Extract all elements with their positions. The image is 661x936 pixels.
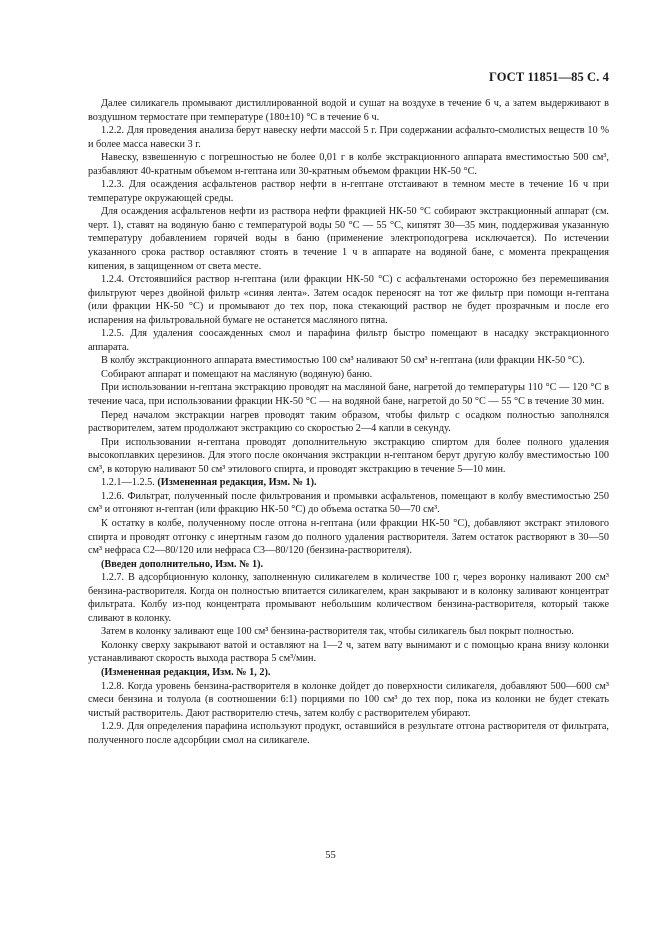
document-header: ГОСТ 11851—85 С. 4 [488, 70, 609, 84]
paragraph: В колбу экстракционного аппарата вместимостью 100 см³ наливают 50 см³ н-гептана (или фракции НК-50 °С). [101, 355, 585, 367]
amendment-note: (Измененная редакция, Изм. № 1, 2). [101, 666, 271, 678]
paragraph: 1.2.3. Для осаждения асфальтенов раствор нефти в н-гептане отстаивают в темном месте в течение 16 ч при температуре окружающей среды. [88, 179, 609, 204]
paragraph: Собирают аппарат и помещают на масляную (водяную) баню. [101, 368, 373, 380]
paragraph: 1.2.9. Для определения парафина используют продукт, оставшийся в результате отгона растворителя от фильтрата, полученного после адсорбции смол на силикагеле. [88, 721, 609, 746]
paragraph: 1.2.5. Для удаления соосажденных смол и парафина фильтр быстро помещают в насадку экстракционного аппарата. [88, 328, 609, 353]
paragraph: 1.2.2. Для проведения анализа берут навеску нефти массой 5 г. При содержании асфальто-смолистых веществ 10 % и более масса навески 3 г. [88, 125, 609, 150]
paragraph: Перед началом экстракции нагрев проводят таким образом, чтобы фильтр с осадком полностью заполнялся растворителем, затем продолжают экстракцию со скоростью 2—4 капли в секунду. [88, 409, 609, 435]
paragraph: Навеску, взвешенную с погрешностью не более 0,01 г в колбе экстракционного аппарата вместимостью 500 см³, разбавляют 40-кратным объемом н-гептана или 30-кратным объемом фракции НК-50 °С. [88, 152, 609, 177]
paragraph: При использовании н-гептана проводят дополнительную экстракцию спиртом для более полного удаления высокоплавких церезинов. Для этого после окончания экстракции н-гептаном берут другую колбу вместимостью 100 см³, в которую наливают 50 см³ этилового спирта, и проводят экстракцию в течение 5—10 мин. [88, 436, 609, 475]
amendment-note: (Введен дополнительно, Изм. № 1). [101, 558, 264, 570]
paragraph: 1.2.4. Отстоявшийся раствор н-гептана (или фракции НК-50 °С) с асфальтенами осторожно без перемешивания фильтруют через двойной фильтр «синяя лента». Затем осадок переносят на тот же фильтр при помощи н-гептана (или фракции НК-50 °С) и промывают до тех пор, пока стекающий раствор не будет прозрачным и после его испарения на фильтровальной бумаге не останется масляного пятна. [88, 274, 609, 326]
paragraph: Для осаждения асфальтенов нефти из раствора нефти фракцией НК-50 °С собирают экстракционный аппарат (см. черт. 1), ставят на водяную баню с температурой воды 50 °С — 55 °С, кипятят 30—35 мин, поддерживая указанную температуру добавлением горячей воды в баню (применение электроподогрева исключается). По истечении указанного срока раствор оставляют стоять в течение 1 ч в аппарате на водяной бане, с момента прекращения кипения, в защищенном от света месте. [88, 206, 609, 272]
paragraph: Далее силикагель промывают дистиллированной водой и сушат на воздухе в течение 6 ч, а затем выдерживают в воздушном термостате при температуре (180±10) °С в течение 6 ч. [88, 98, 609, 123]
paragraph: Колонку сверху закрывают ватой и оставляют на 1—2 ч, затем вату вынимают и с помощью крана внизу колонки устанавливают скорость выхода раствора 5 см³/мин. [88, 639, 609, 665]
paragraph: 1.2.7. В адсорбционную колонку, заполненную силикагелем в количестве 100 г, через воронку наливают 200 см³ бензина-растворителя. Когда он полностью впитается силикагелем, кран закрывают и в колонку заливают концентрат фильтрата. Колбу из-под концентрата промывают небольшим количеством бензина-растворителя, который также сливают в колонку. [88, 572, 609, 624]
amendment-note [88, 476, 609, 490]
amendment-label: (Измененная редакция, Изм. № 1). [157, 477, 317, 489]
paragraph: 1.2.6. Фильтрат, полученный после фильтрования и промывки асфальтенов, помещают в колбу вместимостью 250 см³ и отгоняют н-гептан (или фракцию НК-50 °С) до объема остатка 50—70 см³. [88, 490, 609, 516]
clause-range: 1.2.1—1.2.5. [101, 477, 158, 489]
paragraph: Затем в колонку заливают еще 100 см³ бензина-растворителя так, чтобы силикагель был покрыт полностью. [101, 626, 574, 638]
page-number: 55 [325, 850, 336, 861]
document-body [88, 97, 609, 747]
paragraph: При использовании н-гептана экстракцию проводят на масляной бане, нагретой до температуры 110 °С — 120 °С в течение часа, при использовании фракции НК-50 °С — на водяной бане, нагретой до 50 °С — 55 °С в течение 30 мин. [88, 382, 609, 408]
paragraph: К остатку в колбе, полученному после отгона н-гептана (или фракции НК-50 °С), добавляют экстракт этилового спирта и проводят отгонку с инертным газом до полного удаления растворителя. Затем остаток растворяют в 30—50 см³ нефраса С2—80/120 или нефраса С3—80/120 (бензина-растворителя). [88, 517, 609, 557]
paragraph: 1.2.8. Когда уровень бензина-растворителя в колонке дойдет до поверхности силикагеля, добавляют 500—600 см³ смеси бензина и толуола (в соотношении 6:1) порциями по 100 см³ до тех пор, пока из колонки не будет стекать чистый растворитель. Дают растворителю стечь, затем колбу с растворителем убирают. [88, 680, 609, 719]
